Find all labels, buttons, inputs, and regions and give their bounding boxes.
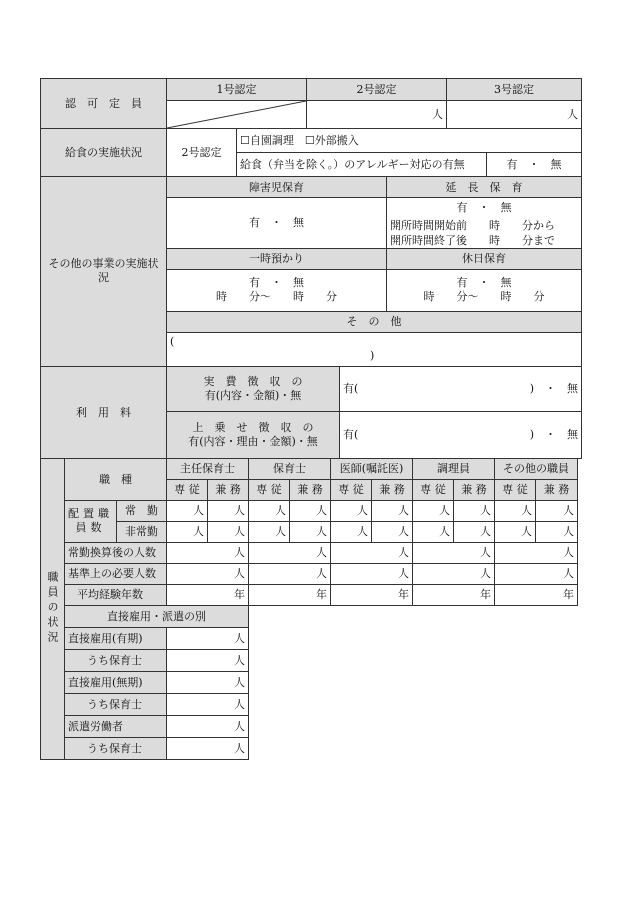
koyo-header: 直接雇用・派遣の別: [65, 605, 249, 627]
kansan-cell[interactable]: 人: [331, 542, 413, 563]
kansan-cell[interactable]: 人: [249, 542, 331, 563]
nintei-header-3: 3号認定: [447, 79, 582, 101]
keiken-cell[interactable]: 年: [495, 584, 578, 605]
sonota-label: その他の事業の実施状況: [41, 177, 167, 367]
uwanose-answer[interactable]: [340, 411, 582, 458]
jokin-cell[interactable]: 人: [331, 500, 372, 521]
senju-header: 専 従: [413, 479, 454, 500]
encho-end-time[interactable]: 開所時間終了後 時 分まで: [387, 233, 582, 249]
keiken-cell[interactable]: 年: [331, 584, 413, 605]
hijokin-cell[interactable]: 人: [167, 521, 208, 542]
kansan-cell[interactable]: 人: [413, 542, 495, 563]
koyo-row-label: うち保育士: [65, 649, 167, 671]
jokin-cell[interactable]: 人: [372, 500, 413, 521]
senju-header: 専 従: [495, 479, 536, 500]
allergy-label: 給食（弁当を除く。）のアレルギー対応の有無: [237, 153, 487, 177]
kyushoku-category: 2号認定: [167, 129, 237, 177]
shokuin-side-label: 職員の状況: [41, 458, 65, 759]
koyo-row-label: 派遣労働者: [65, 715, 167, 737]
uwanose-answer-prefix: 有(: [343, 428, 359, 441]
kyujitsu-yes-no: 有 ・ 無: [456, 276, 512, 289]
hijokin-cell[interactable]: 人: [454, 521, 495, 542]
shogai-yes-no[interactable]: 有 ・ 無: [167, 198, 387, 249]
paren-close: ): [370, 349, 375, 362]
koyo-row-value[interactable]: 人: [167, 715, 249, 737]
kansan-cell[interactable]: 人: [167, 542, 249, 563]
facility-report-form: [40, 78, 577, 760]
hijokin-cell[interactable]: 人: [331, 521, 372, 542]
kenmu-header: 兼 務: [290, 479, 331, 500]
riyoryo-label: 利 用 料: [41, 366, 167, 458]
encho-header: 延 長 保 育: [387, 177, 582, 198]
ichiji-value[interactable]: [167, 269, 387, 311]
other-value[interactable]: [167, 332, 582, 366]
kansan-cell[interactable]: 人: [495, 542, 578, 563]
hijokin-cell[interactable]: 人: [208, 521, 249, 542]
jippi-answer[interactable]: [340, 366, 582, 411]
jokin-cell[interactable]: 人: [413, 500, 454, 521]
kijun-label: 基準上の必要人数: [65, 563, 167, 584]
jokin-cell[interactable]: 人: [167, 500, 208, 521]
role-2: 保育士: [249, 458, 331, 479]
haichi-label: 配置職員数: [65, 500, 117, 542]
nintei-label: 認 可 定 員: [41, 79, 167, 129]
senju-header: 専 従: [249, 479, 290, 500]
nintei-value-2[interactable]: [307, 101, 447, 129]
ichiji-header: 一時預かり: [167, 248, 387, 269]
hijokin-cell[interactable]: 人: [536, 521, 578, 542]
kyushoku-label: 給食の実施状況: [41, 129, 167, 177]
hijokin-cell[interactable]: 人: [372, 521, 413, 542]
jokin-cell[interactable]: 人: [536, 500, 578, 521]
koyo-row-label: 直接雇用(有期): [65, 627, 167, 649]
jokin-cell[interactable]: 人: [454, 500, 495, 521]
koyo-row-value[interactable]: 人: [167, 671, 249, 693]
senju-header: 専 従: [331, 479, 372, 500]
encho-yes-no[interactable]: 有 ・ 無: [387, 198, 582, 218]
staff-table: [40, 458, 578, 760]
koyo-row-label: 直接雇用(無期): [65, 671, 167, 693]
keiken-cell[interactable]: 年: [413, 584, 495, 605]
koyo-row-value[interactable]: 人: [167, 649, 249, 671]
ichiji-yes-no: 有 ・ 無: [249, 276, 304, 289]
jippi-answer-suffix: ) ・ 無: [529, 382, 578, 395]
jokin-cell[interactable]: 人: [290, 500, 331, 521]
keiken-cell[interactable]: 年: [249, 584, 331, 605]
kijun-cell[interactable]: 人: [249, 563, 331, 584]
kenmu-header: 兼 務: [372, 479, 413, 500]
kyushoku-options[interactable]: ☐自園調理 ☐外部搬入: [237, 129, 582, 153]
keiken-cell[interactable]: 年: [167, 584, 249, 605]
nintei-value-1-diagonal: [167, 101, 307, 129]
koyo-row-value[interactable]: 人: [167, 627, 249, 649]
jokin-label: 常 勤: [117, 500, 167, 521]
jippi-line-1: 実 費 徴 収 の: [203, 374, 303, 388]
ichiji-time-range: 時 分～ 時 分: [216, 290, 337, 303]
hijokin-cell[interactable]: 人: [249, 521, 290, 542]
uwanose-answer-suffix: ) ・ 無: [529, 428, 578, 441]
unit-label: 人: [432, 108, 443, 121]
kenmu-header: 兼 務: [454, 479, 495, 500]
encho-start-time[interactable]: 開所時間開始前 時 分から: [387, 218, 582, 233]
uwanose-label: [167, 411, 340, 458]
unit-label: 人: [567, 108, 578, 121]
kenmu-header: 兼 務: [208, 479, 249, 500]
keiken-label: 平均経験年数: [65, 584, 167, 605]
jippi-label: [167, 366, 340, 411]
koyo-row-value[interactable]: 人: [167, 737, 249, 759]
kyujitsu-header: 休日保育: [387, 248, 582, 269]
jippi-line-2: 有(内容・金額)・無: [204, 388, 302, 402]
kyujitsu-value[interactable]: [387, 269, 582, 311]
main-form-table: [40, 78, 582, 459]
allergy-yes-no[interactable]: 有 ・ 無: [487, 153, 582, 177]
paren-open: (: [170, 335, 175, 348]
hijokin-cell[interactable]: 人: [495, 521, 536, 542]
jokin-cell[interactable]: 人: [208, 500, 249, 521]
blank-area: [249, 605, 578, 759]
uwanose-line-1: 上 乗 せ 徴 収 の: [192, 420, 314, 434]
role-3: 医師(嘱託医): [331, 458, 413, 479]
jokin-cell[interactable]: 人: [249, 500, 290, 521]
kenmu-header: 兼 務: [536, 479, 578, 500]
koyo-row-label: うち保育士: [65, 693, 167, 715]
kijun-cell[interactable]: 人: [167, 563, 249, 584]
other-header: そ の 他: [167, 311, 582, 332]
senju-header: 専 従: [167, 479, 208, 500]
koyo-row-value[interactable]: 人: [167, 693, 249, 715]
nintei-header-2: 2号認定: [307, 79, 447, 101]
jippi-answer-prefix: 有(: [343, 382, 359, 395]
kyujitsu-time-range: 時 分～ 時 分: [423, 290, 545, 303]
kansan-label: 常勤換算後の人数: [65, 542, 167, 563]
hijokin-cell[interactable]: 人: [290, 521, 331, 542]
role-5: その他の職員: [495, 458, 578, 479]
kijun-cell[interactable]: 人: [413, 563, 495, 584]
koyo-row-label: うち保育士: [65, 737, 167, 759]
nintei-header-1: 1号認定: [167, 79, 307, 101]
role-1: 主任保育士: [167, 458, 249, 479]
nintei-value-3[interactable]: [447, 101, 582, 129]
role-4: 調理員: [413, 458, 495, 479]
kijun-cell[interactable]: 人: [331, 563, 413, 584]
kijun-cell[interactable]: 人: [495, 563, 578, 584]
jokin-cell[interactable]: 人: [495, 500, 536, 521]
hijokin-cell[interactable]: 人: [413, 521, 454, 542]
shogai-header: 障害児保育: [167, 177, 387, 198]
hijokin-label: 非常勤: [117, 521, 167, 542]
uwanose-line-2: 有(内容・理由・金額)・無: [188, 434, 318, 448]
shokushu-label: 職 種: [65, 458, 167, 500]
